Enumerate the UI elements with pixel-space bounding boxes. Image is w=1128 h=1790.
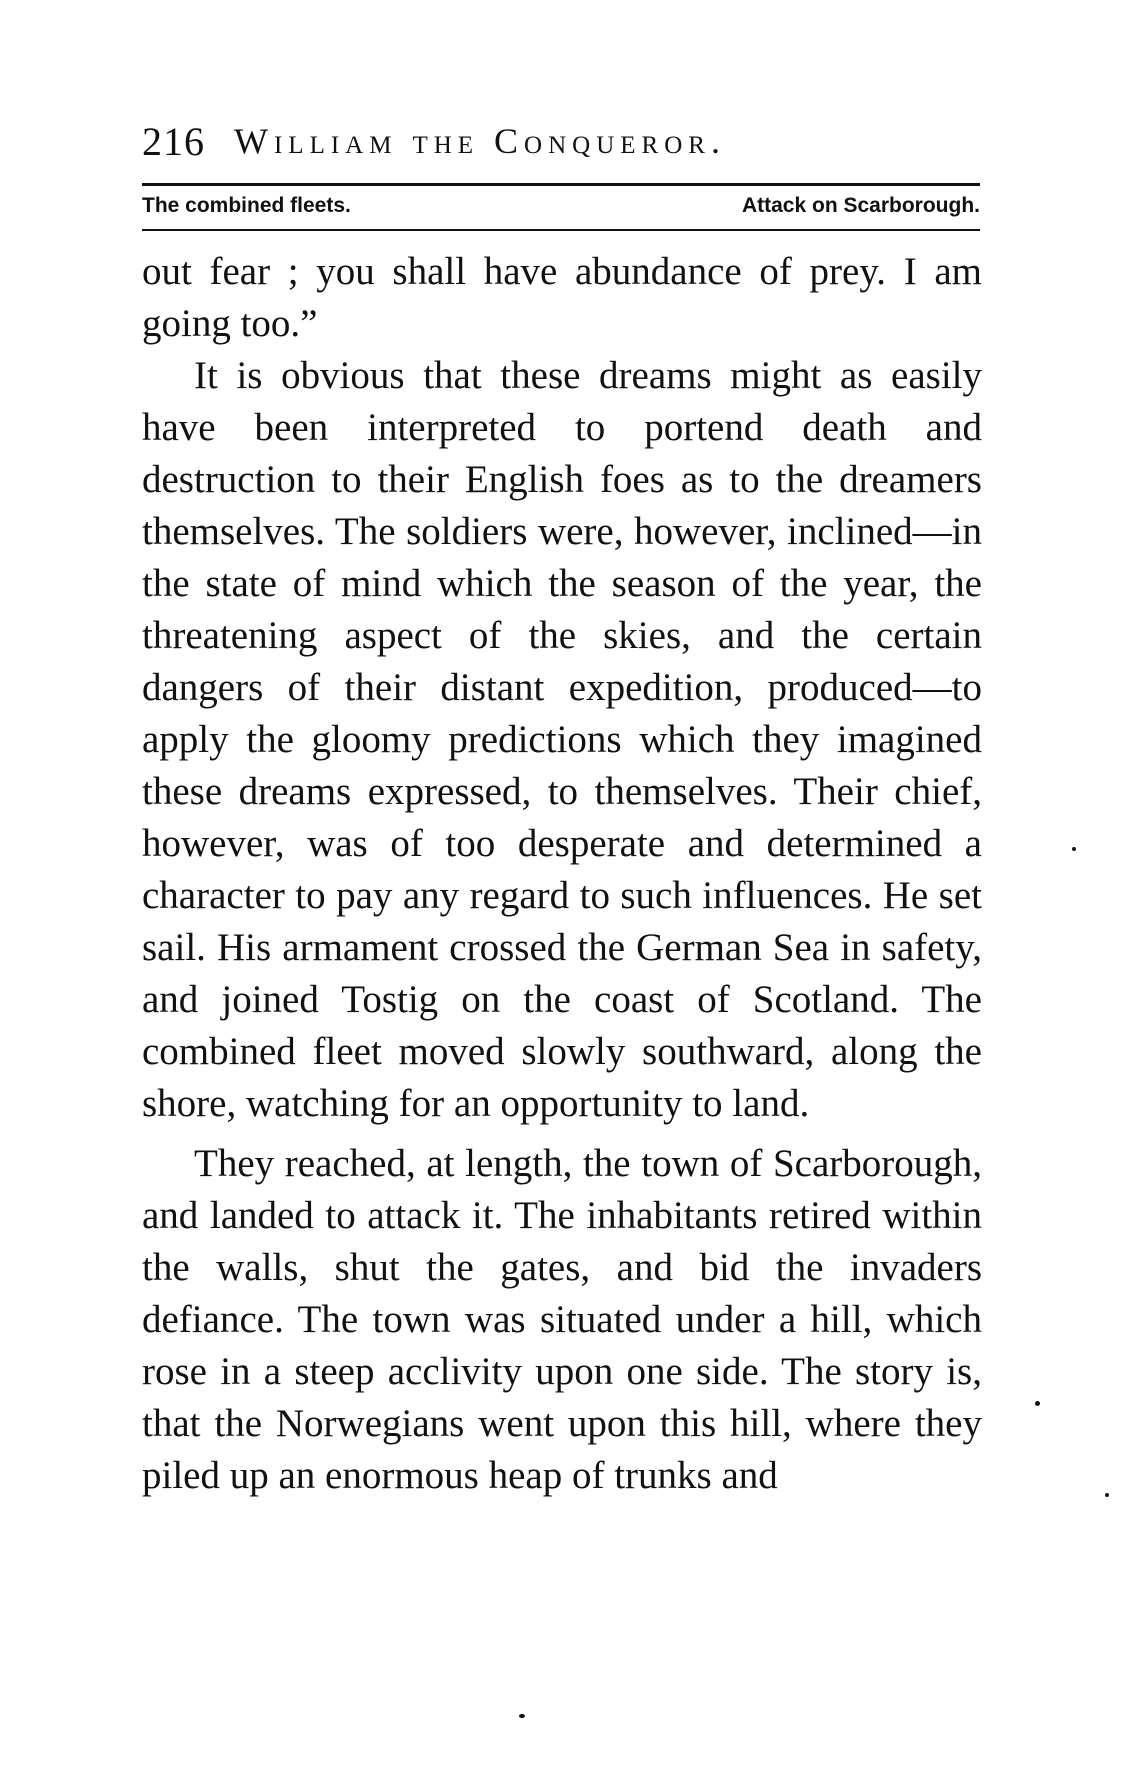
book-title: William the Conqueror. xyxy=(234,121,726,161)
subheading-left: The combined fleets. xyxy=(142,194,351,217)
header-rule-bottom xyxy=(142,229,980,231)
scan-speck xyxy=(1035,1401,1040,1406)
paragraph: It is obvious that these dreams might as easily have been interpreted to portend death and destruction to their English foes as to the dreamers themselves. The soldiers were, however, inclined—in the state of mind which the season of the year, the threatening aspect of the skies, and the certain dangers of their distant expedition, produced—to apply the gloomy predictions which they imagined these dreams expressed, to themselves. Their chief, however, was of too desperate and determined a character to pay any regard to such influences. He set sail. His armament crossed the German Sea in safety, and joined Tostig on the coast of Scotland. The combined fleet moved slowly southward, along the shore, watching for an opportunity to land. xyxy=(142,354,982,1125)
paragraph: out fear ; you shall have abundance of prey. I am going too.” xyxy=(142,250,982,345)
header-rule-top xyxy=(142,183,980,186)
scan-speck xyxy=(1072,847,1076,851)
paragraph: They reached, at length, the town of Scarborough, and landed to attack it. The inhabitants retired within the walls, shut the gates, and bid the invaders defiance. The town was situated under a hill, which rose in a steep acclivity upon one side. The story is, that the Norwegians went upon this hill, where they piled up an enormous heap of trunks and xyxy=(142,1142,982,1497)
scan-speck xyxy=(1105,1493,1109,1497)
running-head xyxy=(142,118,982,168)
scan-speck xyxy=(519,1714,525,1718)
page-number: 216 xyxy=(142,119,205,164)
body-text xyxy=(142,246,982,1502)
subheading-right: Attack on Scarborough. xyxy=(741,194,980,217)
